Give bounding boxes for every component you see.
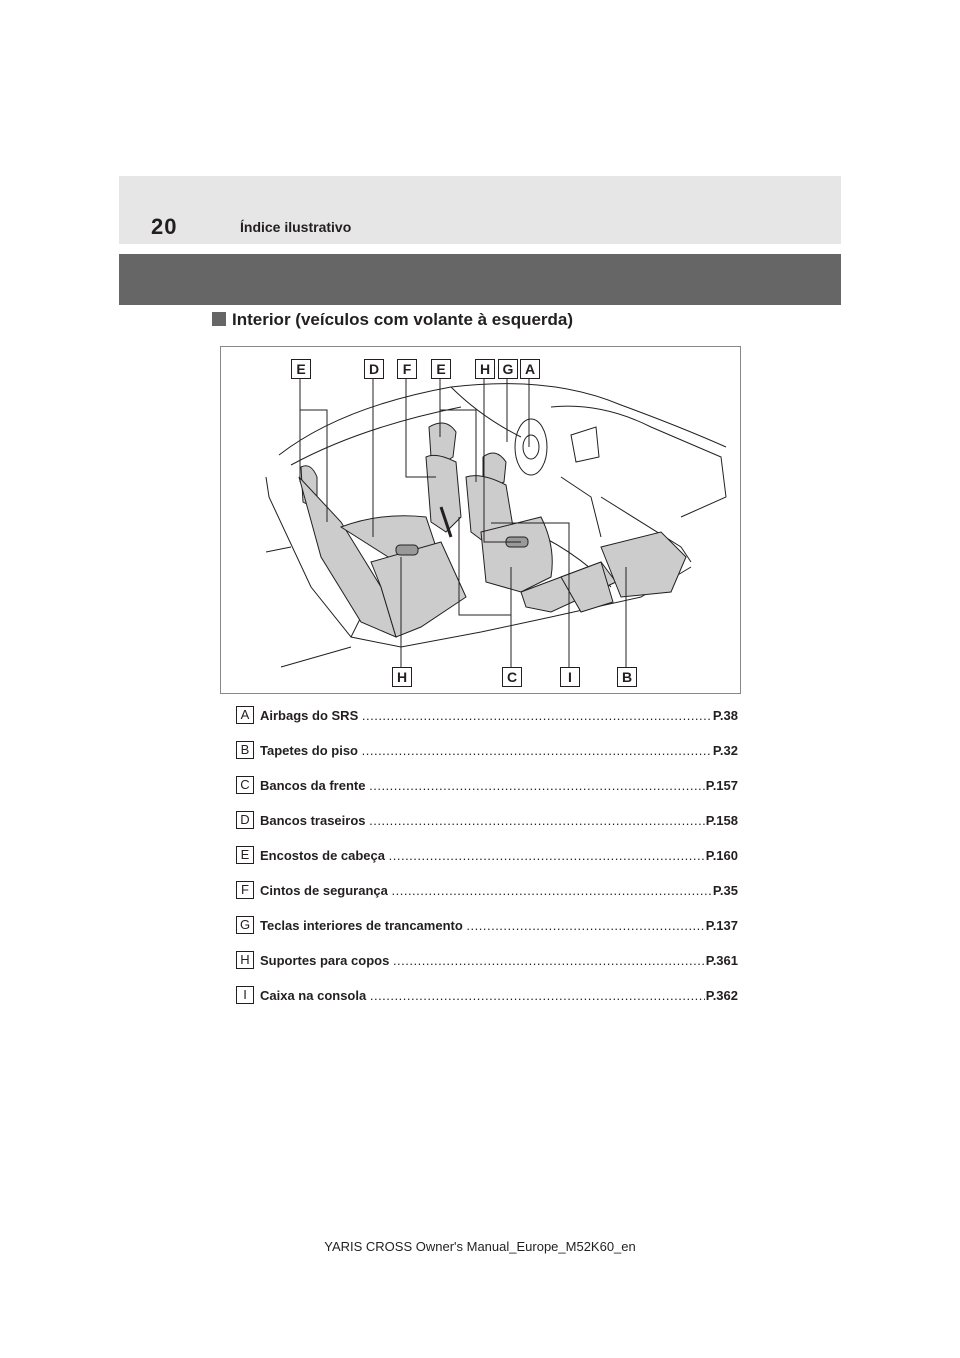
page-reference-link[interactable]: P.160: [705, 848, 738, 863]
list-item[interactable]: [236, 881, 738, 916]
page-reference-link[interactable]: P.158: [705, 813, 738, 828]
list-item[interactable]: [236, 846, 738, 881]
index-label: Encostos de cabeça: [260, 848, 385, 863]
callout-g: G: [498, 359, 518, 379]
index-label: Airbags do SRS: [260, 708, 359, 723]
section-heading-text: Interior (veículos com volante à esquerda): [232, 310, 574, 329]
page-reference-link[interactable]: P.38: [712, 708, 738, 723]
interior-illustration: [220, 346, 741, 694]
index-letter: B: [236, 741, 254, 759]
index-letter: I: [236, 986, 254, 1004]
list-item[interactable]: [236, 776, 738, 811]
callout-i: I: [560, 667, 580, 687]
page-reference-link[interactable]: P.362: [705, 988, 738, 1003]
list-item[interactable]: [236, 986, 738, 1021]
page-reference-link[interactable]: P.35: [712, 883, 738, 898]
callout-a: A: [520, 359, 540, 379]
index-letter: F: [236, 881, 254, 899]
callout-e-headrest-rear: E: [291, 359, 311, 379]
page-number: 20: [151, 214, 178, 239]
list-item[interactable]: [236, 951, 738, 986]
list-item[interactable]: [236, 706, 738, 741]
header-bar: [119, 176, 841, 244]
square-bullet-icon: [212, 312, 226, 326]
page-reference-link[interactable]: P.157: [705, 778, 738, 793]
section-title: Índice ilustrativo: [240, 219, 352, 235]
callout-e-headrest-front: E: [431, 359, 451, 379]
page-reference-link[interactable]: P.137: [705, 918, 738, 933]
index-label: Suportes para copos: [260, 953, 390, 968]
index-letter: D: [236, 811, 254, 829]
callout-d: D: [364, 359, 384, 379]
section-heading: [212, 310, 573, 330]
callout-h-front: H: [475, 359, 495, 379]
index-letter: H: [236, 951, 254, 969]
index-letter: E: [236, 846, 254, 864]
page-footer: YARIS CROSS Owner's Manual_Europe_M52K60_en: [324, 1239, 636, 1254]
callout-b: B: [617, 667, 637, 687]
header-band: [119, 254, 841, 305]
list-item[interactable]: [236, 916, 738, 951]
index-label: Teclas interiores de trancamento: [260, 918, 463, 933]
index-letter: G: [236, 916, 254, 934]
page-reference-link[interactable]: P.361: [705, 953, 738, 968]
car-interior-drawing: [221, 347, 740, 693]
index-letter: C: [236, 776, 254, 794]
callout-h-rear: H: [392, 667, 412, 687]
list-item[interactable]: [236, 811, 738, 846]
list-item[interactable]: [236, 741, 738, 776]
page-reference-link[interactable]: P.32: [712, 743, 738, 758]
index-label: Caixa na consola: [260, 988, 367, 1003]
callout-c: C: [502, 667, 522, 687]
index-letter: A: [236, 706, 254, 724]
index-list: [236, 706, 738, 1021]
index-label: Bancos da frente: [260, 778, 366, 793]
index-label: Tapetes do piso: [260, 743, 358, 758]
index-label: Cintos de segurança: [260, 883, 388, 898]
index-label: Bancos traseiros: [260, 813, 366, 828]
callout-f: F: [397, 359, 417, 379]
